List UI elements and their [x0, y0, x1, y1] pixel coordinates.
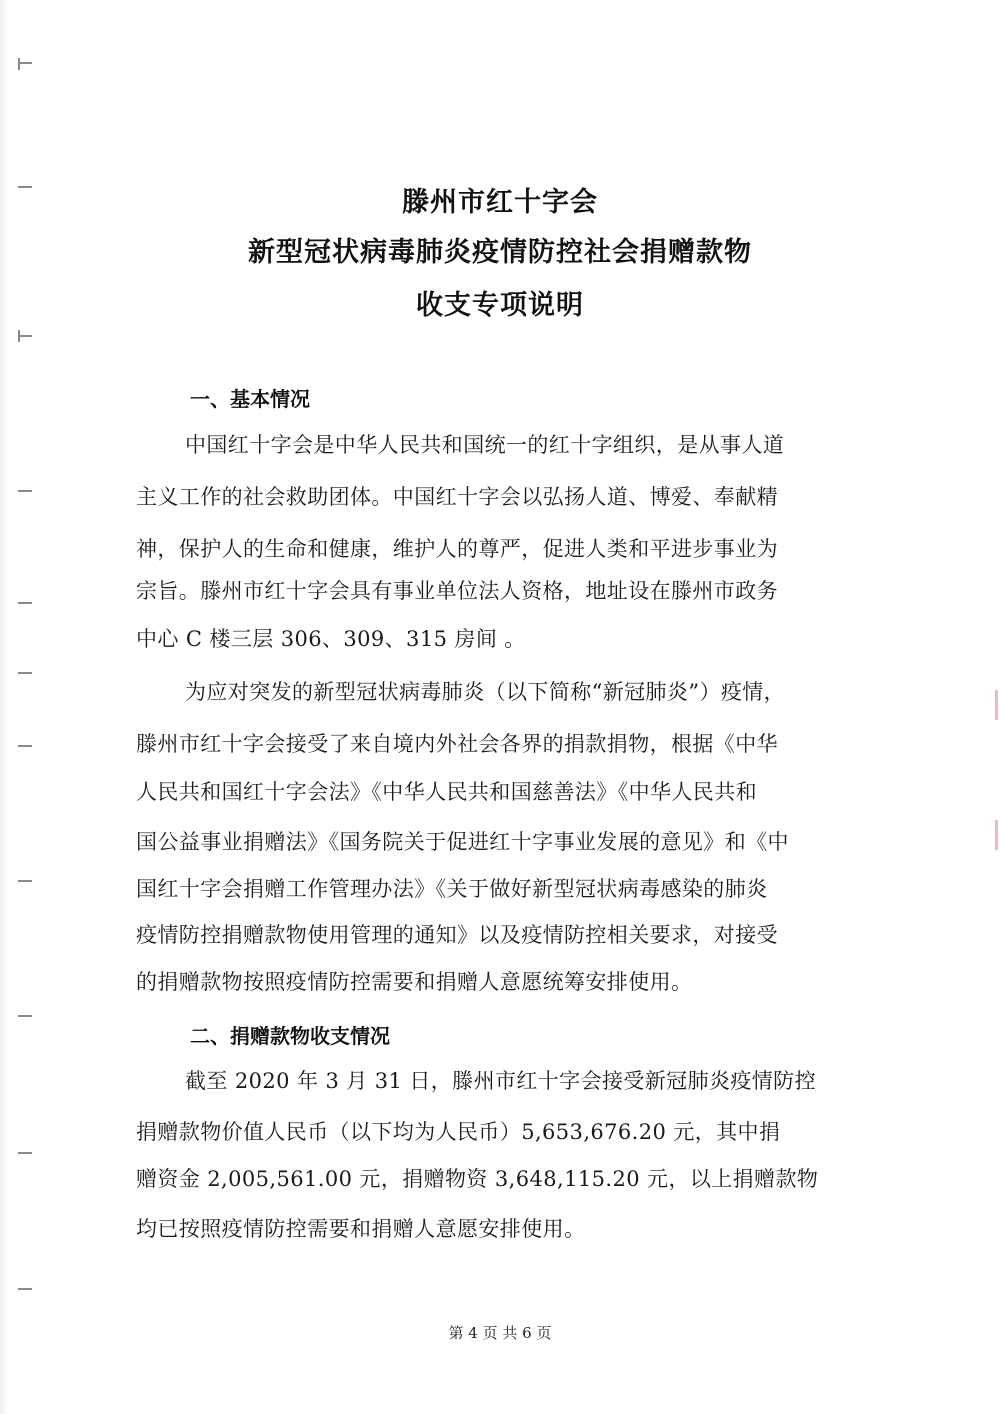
paragraph-line: 为应对突发的新型冠状病毒肺炎（以下简称“新冠肺炎”）疫情， [185, 680, 786, 704]
paragraph-line: 赠资金 2,005,561.00 元，捐赠物资 3,648,115.20 元，以上捐赠款物 [136, 1167, 819, 1191]
binding-mark [18, 335, 32, 337]
paragraph-line: 截至 2020 年 3 月 31 日，滕州市红十字会接受新冠肺炎疫情防控 [185, 1069, 816, 1093]
paragraph-line: 的捐赠款物按照疫情防控需要和捐赠人意愿统筹安排使用。 [136, 970, 693, 994]
paragraph-line: 疫情防控捐赠款物使用管理的通知》以及疫情防控相关要求，对接受 [136, 923, 778, 947]
paragraph-line: 神，保护人的生命和健康，维护人的尊严，促进人类和平进步事业为 [136, 537, 778, 561]
binding-mark [18, 880, 32, 882]
binding-mark [18, 1152, 32, 1154]
seal-edge-mark [985, 690, 998, 720]
paragraph-line: 中国红十字会是中华人民共和国统一的红十字组织，是从事人道 [185, 433, 785, 457]
binding-mark [18, 58, 20, 70]
page-number-footer: 第 4 页 共 6 页 [448, 1324, 552, 1342]
binding-mark [18, 602, 32, 604]
binding-mark [18, 745, 32, 747]
binding-mark [18, 490, 32, 492]
document-title-line-3: 收支专项说明 [416, 290, 584, 321]
paragraph-line: 宗旨。滕州市红十字会具有事业单位法人资格，地址设在滕州市政务 [136, 579, 778, 603]
paragraph-line: 中心 C 楼三层 306、309、315 房间 。 [136, 627, 526, 651]
binding-mark [18, 1288, 32, 1290]
binding-mark [18, 1015, 32, 1017]
document-title-line-2: 新型冠状病毒肺炎疫情防控社会捐赠款物 [248, 237, 752, 268]
paragraph-line: 国公益事业捐赠法》《国务院关于促进红十字事业发展的意见》和《中 [136, 830, 789, 854]
paragraph-line: 主义工作的社会救助团体。中国红十字会以弘扬人道、博爱、奉献精 [136, 485, 778, 509]
paragraph-line: 滕州市红十字会接受了来自境内外社会各界的捐款捐物，根据《中华 [136, 732, 778, 756]
section-heading-donations: 二、捐赠款物收支情况 [190, 1024, 390, 1048]
binding-mark [18, 672, 32, 674]
section-heading-basic-info: 一、基本情况 [190, 387, 310, 411]
seal-edge-mark [985, 820, 998, 850]
paragraph-line: 捐赠款物价值人民币（以下均为人民币）5,653,676.20 元，其中捐 [136, 1120, 781, 1144]
paragraph-line: 人民共和国红十字会法》《中华人民共和国慈善法》《中华人民共和 [136, 780, 757, 804]
binding-mark [18, 330, 20, 342]
document-title-line-1: 滕州市红十字会 [402, 187, 598, 218]
paragraph-line: 国红十字会捐赠工作管理办法》《关于做好新型冠状病毒感染的肺炎 [136, 877, 768, 901]
paragraph-line: 均已按照疫情防控需要和捐赠人意愿安排使用。 [136, 1217, 586, 1241]
binding-mark [18, 62, 32, 64]
